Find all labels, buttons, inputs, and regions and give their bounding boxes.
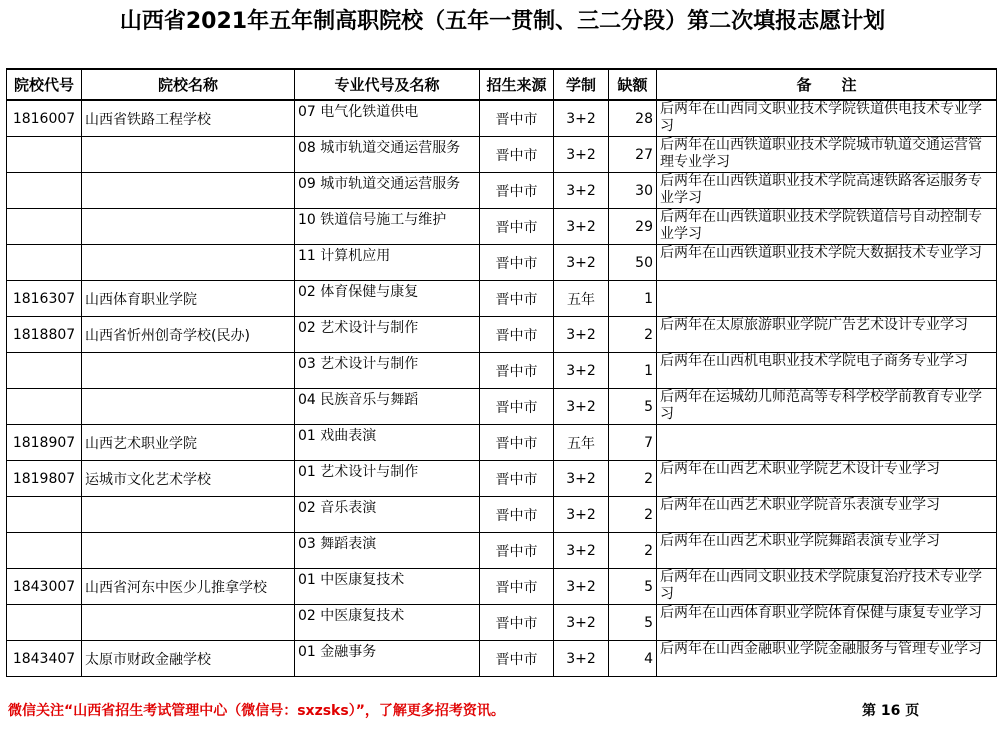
vacancy-cell: 50 (609, 245, 657, 281)
vacancy-cell: 1 (609, 281, 657, 317)
table-row (7, 497, 997, 533)
source-cell: 晋中市 (480, 353, 554, 389)
school-code-cell (7, 137, 82, 173)
school-name-cell (82, 389, 295, 425)
school-code-cell (7, 245, 82, 281)
vacancy-cell: 29 (609, 209, 657, 245)
vacancy-cell: 2 (609, 317, 657, 353)
school-name-cell: 山西省忻州创奇学校(民办) (82, 317, 295, 353)
school-name-cell: 山西省河东中医少儿推拿学校 (82, 569, 295, 605)
header-source: 招生来源 (480, 69, 554, 100)
wechat-notice: 微信关注“山西省招生考试管理中心（微信号：sxzsks）”，了解更多招考资讯。 (8, 703, 505, 719)
major-cell: 02 音乐表演 (295, 497, 480, 533)
system-cell: 五年 (554, 281, 609, 317)
note-cell (657, 425, 997, 461)
school-code-cell (7, 209, 82, 245)
table-row (7, 533, 997, 569)
table-row (7, 569, 997, 605)
school-code-cell (7, 497, 82, 533)
school-code-cell (7, 173, 82, 209)
vacancy-cell: 28 (609, 100, 657, 137)
school-name-cell (82, 245, 295, 281)
source-cell: 晋中市 (480, 245, 554, 281)
note-cell (657, 281, 997, 317)
system-cell: 五年 (554, 425, 609, 461)
school-name-cell: 运城市文化艺术学校 (82, 461, 295, 497)
note-cell: 后两年在山西体育职业学院体育保健与康复专业学习 (657, 605, 997, 641)
source-cell: 晋中市 (480, 425, 554, 461)
source-cell: 晋中市 (480, 281, 554, 317)
table-row (7, 281, 997, 317)
header-note: 备 注 (657, 69, 997, 100)
system-cell: 3+2 (554, 173, 609, 209)
vacancy-cell: 27 (609, 137, 657, 173)
major-cell: 08 城市轨道交通运营服务 (295, 137, 480, 173)
table-row (7, 100, 997, 137)
major-cell: 01 艺术设计与制作 (295, 461, 480, 497)
page-title: 山西省2021年五年制高职院校（五年一贯制、三二分段）第二次填报志愿计划 (119, 9, 886, 34)
note-cell: 后两年在山西铁道职业技术学院城市轨道交通运营管理专业学习 (657, 137, 997, 173)
page-number: 第 16 页 (862, 703, 920, 719)
source-cell: 晋中市 (480, 173, 554, 209)
school-code-cell: 1818907 (7, 425, 82, 461)
system-cell: 3+2 (554, 389, 609, 425)
note-cell: 后两年在山西金融职业学院金融服务与管理专业学习 (657, 641, 997, 677)
system-cell: 3+2 (554, 569, 609, 605)
source-cell: 晋中市 (480, 209, 554, 245)
note-cell: 后两年在太原旅游职业学院广告艺术设计专业学习 (657, 317, 997, 353)
major-cell: 10 铁道信号施工与维护 (295, 209, 480, 245)
major-cell: 02 中医康复技术 (295, 605, 480, 641)
school-code-cell: 1816307 (7, 281, 82, 317)
school-name-cell (82, 209, 295, 245)
system-cell: 3+2 (554, 317, 609, 353)
system-cell: 3+2 (554, 209, 609, 245)
source-cell: 晋中市 (480, 137, 554, 173)
header-vacancy: 缺额 (609, 69, 657, 100)
major-cell: 02 体育保健与康复 (295, 281, 480, 317)
note-cell: 后两年在山西机电职业技术学院电子商务专业学习 (657, 353, 997, 389)
school-name-cell: 山西艺术职业学院 (82, 425, 295, 461)
header-system: 学制 (554, 69, 609, 100)
vacancy-cell: 4 (609, 641, 657, 677)
table-row (7, 461, 997, 497)
source-cell: 晋中市 (480, 605, 554, 641)
system-cell: 3+2 (554, 605, 609, 641)
note-cell: 后两年在山西艺术职业学院舞蹈表演专业学习 (657, 533, 997, 569)
note-cell: 后两年在山西艺术职业学院音乐表演专业学习 (657, 497, 997, 533)
note-cell: 后两年在山西同文职业技术学院铁道供电技术专业学习 (657, 100, 997, 137)
system-cell: 3+2 (554, 353, 609, 389)
table-row (7, 605, 997, 641)
note-cell: 后两年在山西铁道职业技术学院大数据技术专业学习 (657, 245, 997, 281)
school-name-cell (82, 533, 295, 569)
school-name-cell (82, 173, 295, 209)
vacancy-cell: 2 (609, 533, 657, 569)
note-cell: 后两年在山西艺术职业学院艺术设计专业学习 (657, 461, 997, 497)
table-row (7, 641, 997, 677)
header-school-name: 院校名称 (82, 69, 295, 100)
system-cell: 3+2 (554, 497, 609, 533)
school-code-cell: 1819807 (7, 461, 82, 497)
system-cell: 3+2 (554, 100, 609, 137)
major-cell: 03 艺术设计与制作 (295, 353, 480, 389)
school-code-cell (7, 533, 82, 569)
table-row (7, 245, 997, 281)
source-cell: 晋中市 (480, 389, 554, 425)
system-cell: 3+2 (554, 137, 609, 173)
school-code-cell: 1818807 (7, 317, 82, 353)
source-cell: 晋中市 (480, 497, 554, 533)
school-code-cell (7, 605, 82, 641)
table-row (7, 353, 997, 389)
table-row (7, 425, 997, 461)
school-name-cell (82, 137, 295, 173)
vacancy-cell: 1 (609, 353, 657, 389)
major-cell: 01 戏曲表演 (295, 425, 480, 461)
table-row (7, 173, 997, 209)
system-cell: 3+2 (554, 641, 609, 677)
major-cell: 04 民族音乐与舞蹈 (295, 389, 480, 425)
school-code-cell: 1843007 (7, 569, 82, 605)
source-cell: 晋中市 (480, 461, 554, 497)
table-header-row (7, 69, 997, 100)
school-name-cell (82, 605, 295, 641)
major-cell: 09 城市轨道交通运营服务 (295, 173, 480, 209)
table-row (7, 209, 997, 245)
vacancy-cell: 2 (609, 461, 657, 497)
note-cell: 后两年在山西铁道职业技术学院高速铁路客运服务专业学习 (657, 173, 997, 209)
header-school-code: 院校代号 (7, 69, 82, 100)
header-major: 专业代号及名称 (295, 69, 480, 100)
system-cell: 3+2 (554, 245, 609, 281)
school-code-cell: 1843407 (7, 641, 82, 677)
vacancy-cell: 7 (609, 425, 657, 461)
table-row (7, 389, 997, 425)
major-cell: 01 金融事务 (295, 641, 480, 677)
vacancy-cell: 5 (609, 605, 657, 641)
note-cell: 后两年在运城幼儿师范高等专科学校学前教育专业学习 (657, 389, 997, 425)
major-cell: 07 电气化铁道供电 (295, 100, 480, 137)
system-cell: 3+2 (554, 533, 609, 569)
school-name-cell (82, 353, 295, 389)
school-code-cell (7, 353, 82, 389)
enrollment-plan-table (6, 68, 997, 677)
school-name-cell: 山西体育职业学院 (82, 281, 295, 317)
source-cell: 晋中市 (480, 569, 554, 605)
table-row (7, 317, 997, 353)
source-cell: 晋中市 (480, 641, 554, 677)
table-row (7, 137, 997, 173)
school-name-cell: 太原市财政金融学校 (82, 641, 295, 677)
note-cell: 后两年在山西同文职业技术学院康复治疗技术专业学习 (657, 569, 997, 605)
major-cell: 02 艺术设计与制作 (295, 317, 480, 353)
school-code-cell (7, 389, 82, 425)
school-name-cell (82, 497, 295, 533)
source-cell: 晋中市 (480, 100, 554, 137)
vacancy-cell: 30 (609, 173, 657, 209)
major-cell: 11 计算机应用 (295, 245, 480, 281)
vacancy-cell: 5 (609, 389, 657, 425)
source-cell: 晋中市 (480, 533, 554, 569)
vacancy-cell: 2 (609, 497, 657, 533)
vacancy-cell: 5 (609, 569, 657, 605)
school-code-cell: 1816007 (7, 100, 82, 137)
major-cell: 01 中医康复技术 (295, 569, 480, 605)
source-cell: 晋中市 (480, 317, 554, 353)
major-cell: 03 舞蹈表演 (295, 533, 480, 569)
note-cell: 后两年在山西铁道职业技术学院铁道信号自动控制专业学习 (657, 209, 997, 245)
school-name-cell: 山西省铁路工程学校 (82, 100, 295, 137)
system-cell: 3+2 (554, 461, 609, 497)
